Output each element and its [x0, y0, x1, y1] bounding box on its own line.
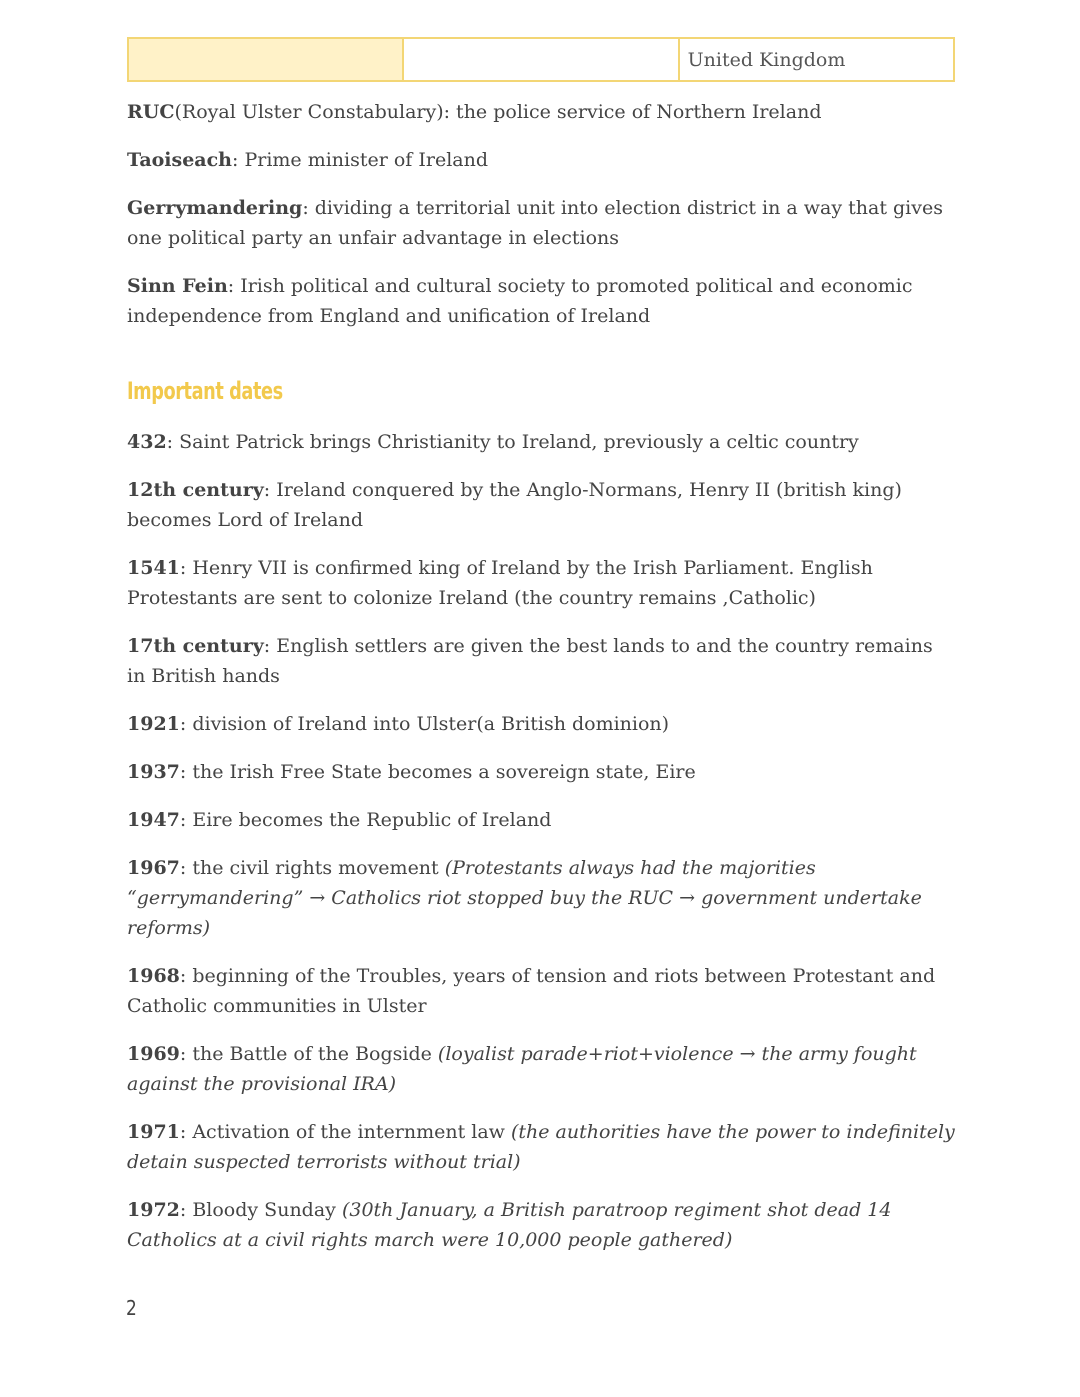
date: 1947 [127, 809, 180, 831]
date-text: : the Irish Free State becomes a sovereign state, Eire [179, 761, 696, 783]
date-note: (30th January, a British paratroop regiment shot dead 14 Catholics at a civil rights march were 10,000 people gathered) [127, 1199, 892, 1251]
date-text: : Saint Patrick brings Christianity to Ireland, previously a celtic country [166, 431, 859, 453]
definition-ruc [127, 97, 955, 127]
date: 432 [127, 431, 167, 453]
term: RUC [127, 101, 175, 123]
date: 1541 [127, 557, 180, 579]
date-text: : Activation of the internment law [179, 1121, 511, 1143]
table-cell: United Kingdom [679, 38, 954, 81]
date: 1937 [127, 761, 180, 783]
definition-text: (Royal Ulster Constabulary): the police service of Northern Ireland [174, 101, 822, 123]
date-text: : the Battle of the Bogside [179, 1043, 438, 1065]
list-item [127, 853, 955, 943]
definition-sinn-fein [127, 271, 955, 331]
date-text: : beginning of the Troubles, years of tension and riots between Protestant and Catholic communities in Ulster [127, 965, 936, 1017]
date-text: : English settlers are given the best lands to and the country remains in British hands [127, 635, 933, 687]
date: 1969 [127, 1043, 180, 1065]
definition-gerrymandering [127, 193, 955, 253]
list-item [127, 709, 955, 739]
list-item [127, 631, 955, 691]
list-item [127, 1039, 955, 1099]
top-table [127, 37, 955, 82]
list-item [127, 757, 955, 787]
date-text: : Bloody Sunday [179, 1199, 342, 1221]
list-item [127, 805, 955, 835]
date-text: : Ireland conquered by the Anglo-Normans, Henry II (british king) becomes Lord of Ireland [127, 479, 902, 531]
definition-text: : dividing a territorial unit into election district in a way that gives one political party an unfair advantage in elections [127, 197, 943, 249]
definition-text: : Prime minister of Ireland [232, 149, 489, 171]
date: 1921 [127, 713, 180, 735]
date: 1972 [127, 1199, 180, 1221]
date: 1967 [127, 857, 180, 879]
list-item [127, 1195, 955, 1255]
date-text: : Henry VII is confirmed king of Ireland by the Irish Parliament. English Protestants are sent to colonize Ireland (the country remains ,Catholic) [127, 557, 873, 609]
table-cell [403, 38, 678, 81]
table-cell [128, 38, 403, 81]
date: 1968 [127, 965, 180, 987]
date-note: (loyalist parade+riot+violence → the army fought against the provisional IRA) [127, 1043, 917, 1095]
dates-list [127, 427, 955, 1255]
term: Taoiseach [127, 149, 233, 171]
date-text: : the civil rights movement [179, 857, 445, 879]
list-item [127, 427, 955, 457]
page-content [127, 37, 955, 1255]
list-item [127, 475, 955, 535]
date-note: (the authorities have the power to indefinitely detain suspected terrorists without trial) [127, 1121, 955, 1173]
term: Sinn Fein [127, 275, 228, 297]
page-number: 2 [126, 1296, 137, 1320]
list-item [127, 1117, 955, 1177]
section-heading: Important dates [127, 377, 283, 405]
date: 12th century [127, 479, 264, 501]
date-note: (Protestants always had the majorities “gerrymandering” → Catholics riot stopped buy the RUC → government undertake reforms) [127, 857, 922, 939]
date-text: : Eire becomes the Republic of Ireland [179, 809, 552, 831]
list-item [127, 961, 955, 1021]
list-item [127, 553, 955, 613]
date: 1971 [127, 1121, 180, 1143]
term: Gerrymandering [127, 197, 303, 219]
date-text: : division of Ireland into Ulster(a British dominion) [179, 713, 670, 735]
date: 17th century [127, 635, 264, 657]
definition-taoiseach [127, 145, 955, 175]
definition-text: : Irish political and cultural society to promoted political and economic independence from England and unification of Ireland [127, 275, 913, 327]
table-row [128, 38, 954, 81]
